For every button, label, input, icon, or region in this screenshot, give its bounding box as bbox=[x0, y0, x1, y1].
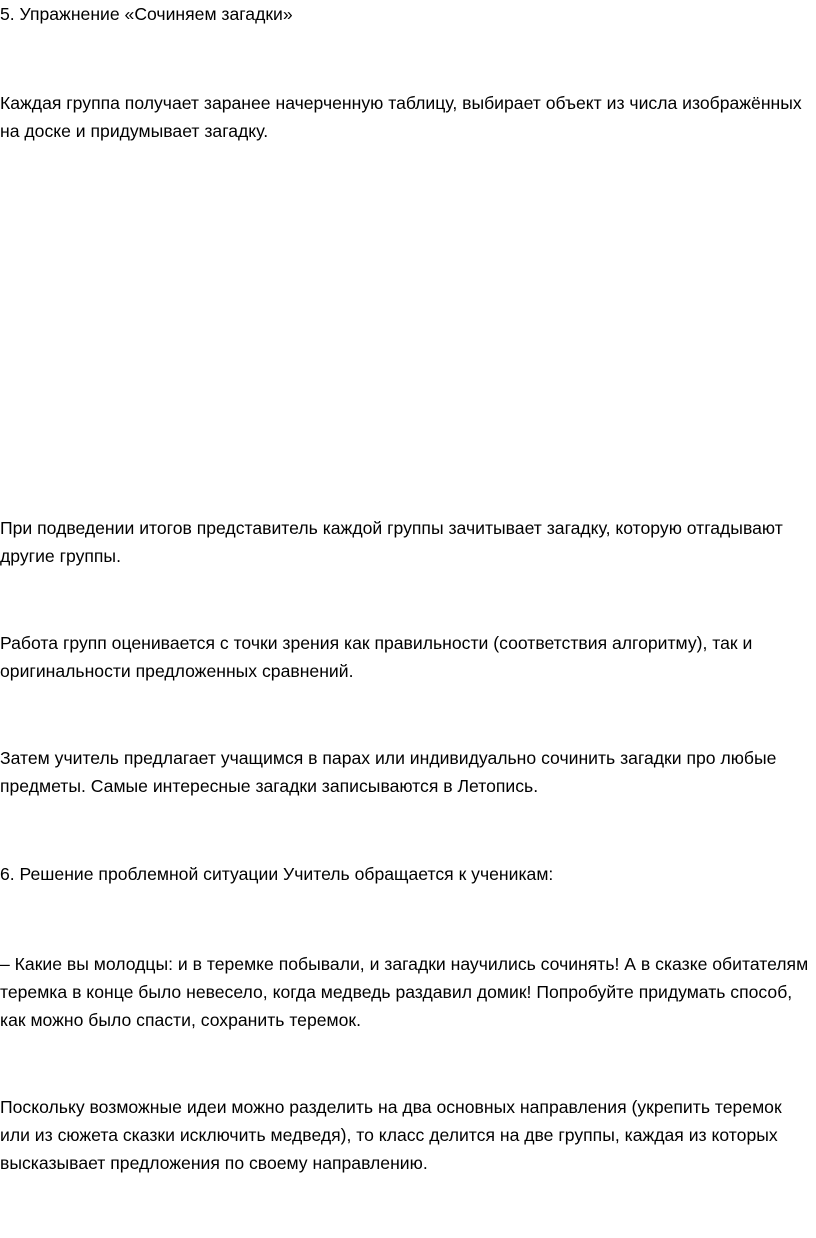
exercise-5-heading: 5. Упражнение «Сочиняем загадки» bbox=[0, 4, 293, 24]
paragraph-evaluation: Работа групп оценивается с точки зрения как правильности (соответствия алгоритму), так и оригинальности предложенных сравнений. bbox=[0, 633, 753, 681]
paragraph-chronicle: Затем учитель предлагает учащимся в парах или индивидуально сочинить загадки про любые предметы. Самые интересные загадки записываются в Летопись. bbox=[0, 748, 777, 796]
exercise-6-heading: 6. Решение проблемной ситуации Учитель обращается к ученикам: bbox=[0, 864, 554, 884]
paragraph-teacher-speech: – Какие вы молодцы: и в теремке побывали, и загадки научились сочинять! А в сказке обитателям теремка в конце было невесело, когда медведь раздавил домик! Попробуйте придумать способ, как можно было спасти, сохранить теремок. bbox=[0, 954, 809, 1030]
paragraph-group-table: Каждая группа получает заранее начерченную таблицу, выбирает объект из числа изображённых на доске и придумывает загадку. bbox=[0, 93, 802, 141]
paragraph-results: При подведении итогов представитель каждой группы зачитывает загадку, которую отгадывают другие группы. bbox=[0, 518, 783, 566]
paragraph-group-split: Поскольку возможные идеи можно разделить на два основных направления (укрепить теремок или из сюжета сказки исключить медведя), то класс делится на две группы, каждая из которых высказывает предложения по своему направлению. bbox=[0, 1097, 782, 1173]
